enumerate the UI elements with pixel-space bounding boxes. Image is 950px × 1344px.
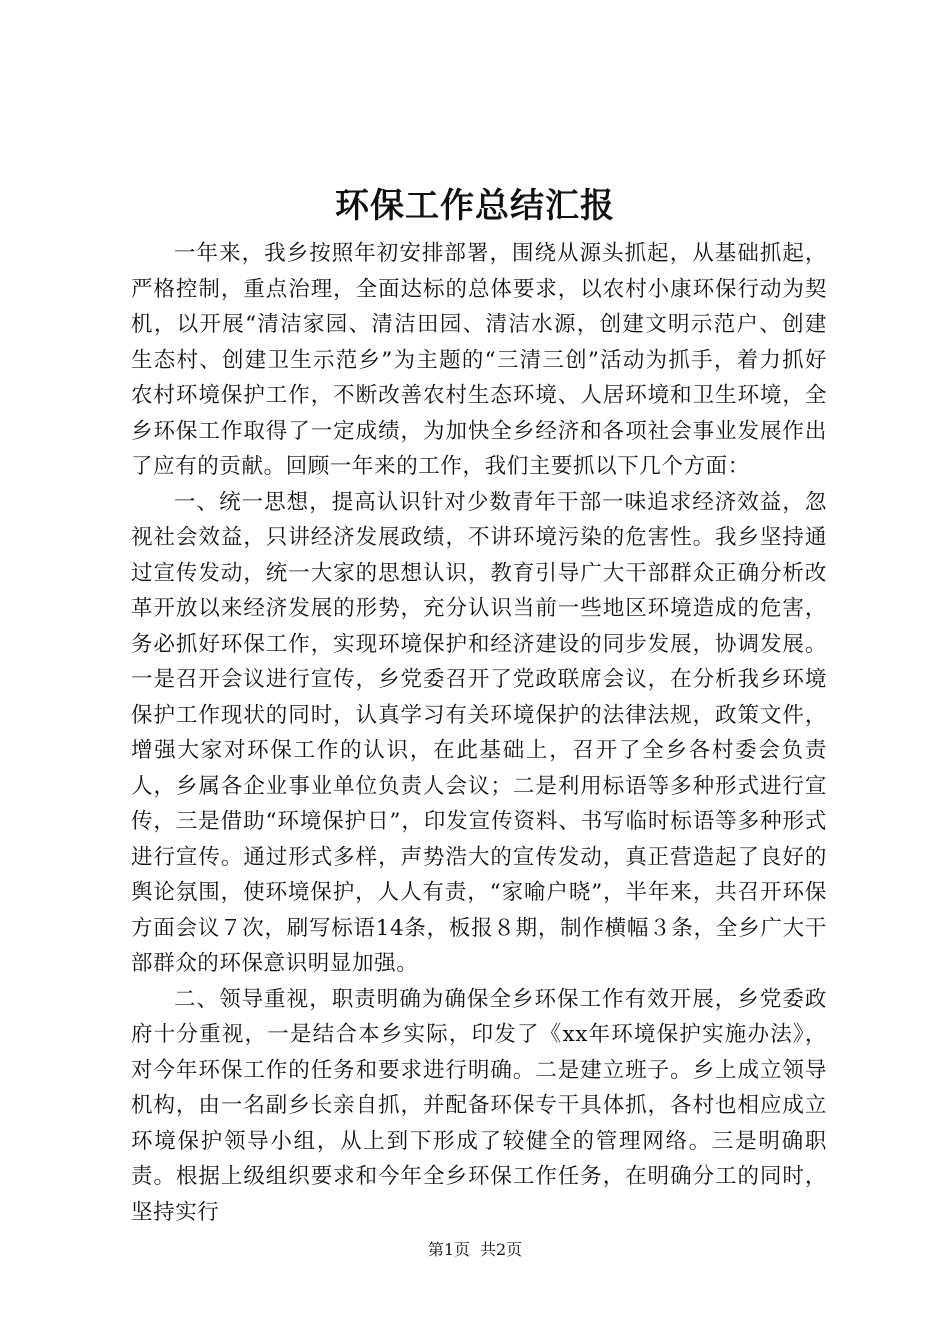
paragraph-intro: 一年来，我乡按照年初安排部署，围绕从源头抓起，从基础抓起，严格控制，重点治理，全面达标的总体要求，以农村小康环保行动为契机，以开展“清洁家园、清洁田园、清洁水源，创建文明示范户、创建生态村、创建卫生示范乡”为主题的“三清三创”活动为抓手，着力抓好农村环境保护工作，不断改善农村生态环境、人居环境和卫生环境，全乡环保工作取得了一定成绩，为加快全乡经济和各项社会事业发展作出了应有的贡献。回顾一年来的工作，我们主要抓以下几个方面： — [131, 241, 827, 479]
document-title: 环保工作总结汇报 — [335, 186, 615, 226]
page-footer — [0, 1238, 950, 1262]
document-body — [131, 236, 827, 1230]
paragraph-section-2: 二、领导重视，职责明确为确保全乡环保工作有效开展，乡党委政府十分重视，一是结合本乡实际，印发了《xx年环境保护实施办法》，对今年环保工作的任务和要求进行明确。二是建立班子。乡上成立领导机构，由一名副乡长亲自抓，并配备环保专干具体抓，各村也相应成立环境保护领导小组，从上到下形成了较健全的管理网络。三是明确职责。根据上级组织要求和今年全乡环保工作任务，在明确分工的同时，坚持实行 — [131, 986, 827, 1225]
paragraph-section-1: 一、统一思想，提高认识针对少数青年干部一味追求经济效益，忽视社会效益，只讲经济发展政绩，不讲环境污染的危害性。我乡坚持通过宣传发动，统一大家的思想认识，教育引导广大干部群众正确分析改革开放以来经济发展的形势，充分认识当前一些地区环境造成的危害，务必抓好环保工作，实现环境保护和经济建设的同步发展，协调发展。一是召开会议进行宣传，乡党委召开了党政联席会议，在分析我乡环境保护工作现状的同时，认真学习有关环境保护的法律法规，政策文件，增强大家对环保工作的认识，在此基础上，召开了全乡各村委会负责人，乡属各企业事业单位负责人会议；二是利用标语等多种形式进行宣传，三是借助“环境保护日”，印发宣传资料、书写临时标语等多种形式进行宣传。通过形式多样，声势浩大的宣传发动，真正营造起了良好的舆论氛围，使环境保护，人人有责，“家喻户晓”，半年来，共召开环保方面会议７次，刷写标语14条，板报８期，制作横幅３条，全乡广大干部群众的环保意识明显加强。 — [131, 489, 827, 976]
page-number: 第1页 — [427, 1240, 470, 1259]
page-count: 共2页 — [480, 1240, 523, 1259]
